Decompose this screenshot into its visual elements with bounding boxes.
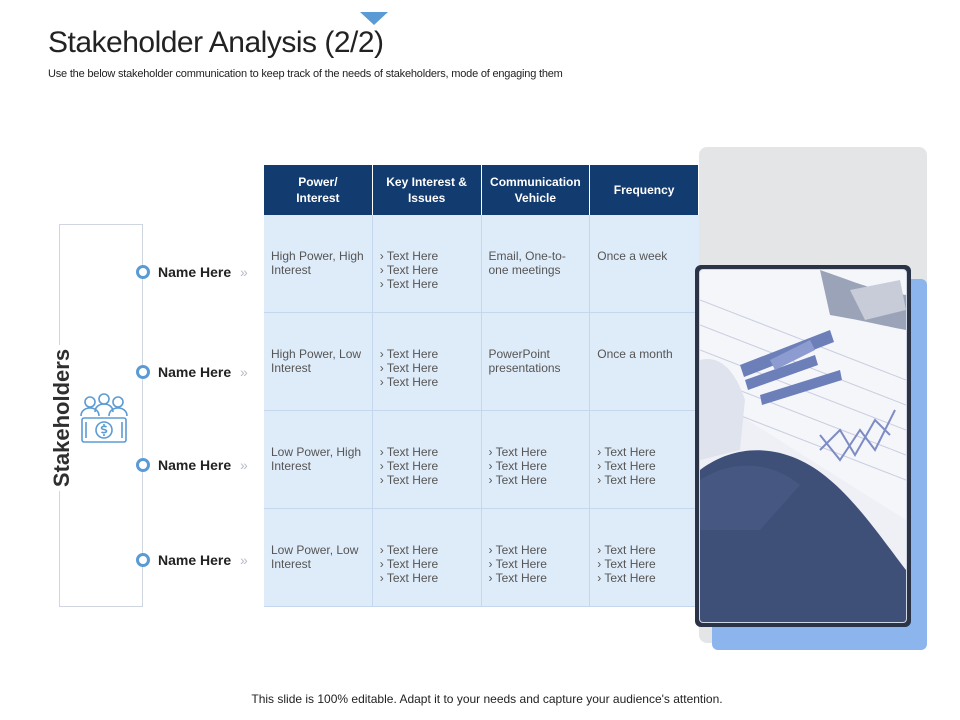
header-line: Frequency bbox=[613, 183, 675, 197]
table-header-cell bbox=[264, 165, 373, 215]
top-notch-marker bbox=[360, 12, 388, 25]
cell-line: › Text Here bbox=[379, 543, 439, 557]
cell-line: Interest bbox=[271, 263, 312, 277]
table-header-cell bbox=[590, 165, 699, 215]
circle-dot-icon bbox=[136, 265, 150, 279]
cell-line: › Text Here bbox=[379, 557, 439, 571]
table-cell bbox=[373, 509, 482, 607]
cell-line: one meetings bbox=[488, 263, 561, 277]
stakeholder-row-2 bbox=[136, 364, 248, 380]
stakeholder-name: Name Here bbox=[158, 364, 232, 380]
cell-line: › Text Here bbox=[488, 459, 547, 473]
table-cell bbox=[590, 509, 699, 607]
cell-line: › Text Here bbox=[597, 459, 656, 473]
cell-line: Once a week bbox=[597, 249, 668, 263]
stakeholder-name: Name Here bbox=[158, 264, 232, 280]
table-cell bbox=[590, 215, 699, 313]
table-cell bbox=[373, 313, 482, 411]
stakeholder-name: Name Here bbox=[158, 457, 232, 473]
header-line: Communication bbox=[490, 175, 581, 189]
cell-line: › Text Here bbox=[597, 571, 656, 585]
table-cell bbox=[373, 215, 482, 313]
header-line: Issues bbox=[407, 191, 446, 205]
table-cell bbox=[264, 313, 373, 411]
stakeholder-row-1 bbox=[136, 264, 248, 280]
cell-line: › Text Here bbox=[597, 557, 656, 571]
cell-line: High Power, High bbox=[271, 249, 364, 263]
cell-line: › Text Here bbox=[597, 473, 656, 487]
cell-line: Email, One-to- bbox=[488, 249, 566, 263]
cell-line: › Text Here bbox=[488, 571, 547, 585]
cell-line: Once a month bbox=[597, 347, 673, 361]
header-line: Key Interest & bbox=[386, 175, 467, 189]
cell-line: › Text Here bbox=[488, 445, 547, 459]
table-cell bbox=[482, 215, 591, 313]
cell-line: › Text Here bbox=[379, 249, 439, 263]
cell-line: › Text Here bbox=[379, 375, 439, 389]
cell-line: Low Power, High bbox=[271, 445, 362, 459]
header-line: Vehicle bbox=[514, 191, 557, 205]
table-cell bbox=[590, 411, 699, 509]
table-cell bbox=[482, 411, 591, 509]
cell-line: › Text Here bbox=[597, 543, 656, 557]
double-chevron-right-icon: » bbox=[240, 552, 248, 568]
table-header-cell bbox=[482, 165, 591, 215]
analysis-photo bbox=[699, 269, 907, 623]
table-cell bbox=[482, 313, 591, 411]
circle-dot-icon bbox=[136, 553, 150, 567]
cell-line: › Text Here bbox=[379, 459, 439, 473]
table-cell bbox=[264, 509, 373, 607]
cell-line: presentations bbox=[488, 361, 561, 375]
cell-line: › Text Here bbox=[488, 473, 547, 487]
page-subtitle: Use the below stakeholder communication to keep track of the needs of stakeholders, mode of engaging them bbox=[48, 68, 563, 80]
table-cell bbox=[482, 509, 591, 607]
stakeholder-table bbox=[264, 165, 699, 607]
table-cell bbox=[373, 411, 482, 509]
table-cell bbox=[264, 215, 373, 313]
cell-line: PowerPoint bbox=[488, 347, 550, 361]
cell-line: High Power, Low bbox=[271, 347, 362, 361]
cell-line: Interest bbox=[271, 459, 312, 473]
stakeholder-name: Name Here bbox=[158, 552, 232, 568]
cell-line: Interest bbox=[271, 557, 312, 571]
cell-line: › Text Here bbox=[597, 445, 656, 459]
page-title: Stakeholder Analysis (2/2) bbox=[48, 26, 384, 59]
table-cell bbox=[264, 411, 373, 509]
double-chevron-right-icon: » bbox=[240, 264, 248, 280]
double-chevron-right-icon: » bbox=[240, 457, 248, 473]
cell-line: › Text Here bbox=[379, 361, 439, 375]
circle-dot-icon bbox=[136, 458, 150, 472]
header-line: Interest bbox=[296, 191, 340, 205]
analysis-photo-frame bbox=[695, 265, 911, 627]
stakeholder-row-4 bbox=[136, 552, 248, 568]
cell-line: Interest bbox=[271, 361, 312, 375]
cell-line: › Text Here bbox=[488, 557, 547, 571]
cell-line: › Text Here bbox=[379, 445, 439, 459]
circle-dot-icon bbox=[136, 365, 150, 379]
double-chevron-right-icon: » bbox=[240, 364, 248, 380]
cell-line: › Text Here bbox=[488, 543, 547, 557]
cell-line: › Text Here bbox=[379, 473, 439, 487]
cell-line: Low Power, Low bbox=[271, 543, 359, 557]
table-header-cell bbox=[373, 165, 482, 215]
cell-line: › Text Here bbox=[379, 277, 439, 291]
cell-line: › Text Here bbox=[379, 263, 439, 277]
header-line: Power/ bbox=[298, 175, 338, 189]
table-cell bbox=[590, 313, 699, 411]
footer-note: This slide is 100% editable. Adapt it to your needs and capture your audience's attention. bbox=[251, 692, 723, 706]
people-money-icon bbox=[76, 392, 132, 448]
stakeholder-row-3 bbox=[136, 457, 248, 473]
cell-line: › Text Here bbox=[379, 347, 439, 361]
cell-line: › Text Here bbox=[379, 571, 439, 585]
stakeholders-label: Stakeholders bbox=[49, 345, 75, 491]
